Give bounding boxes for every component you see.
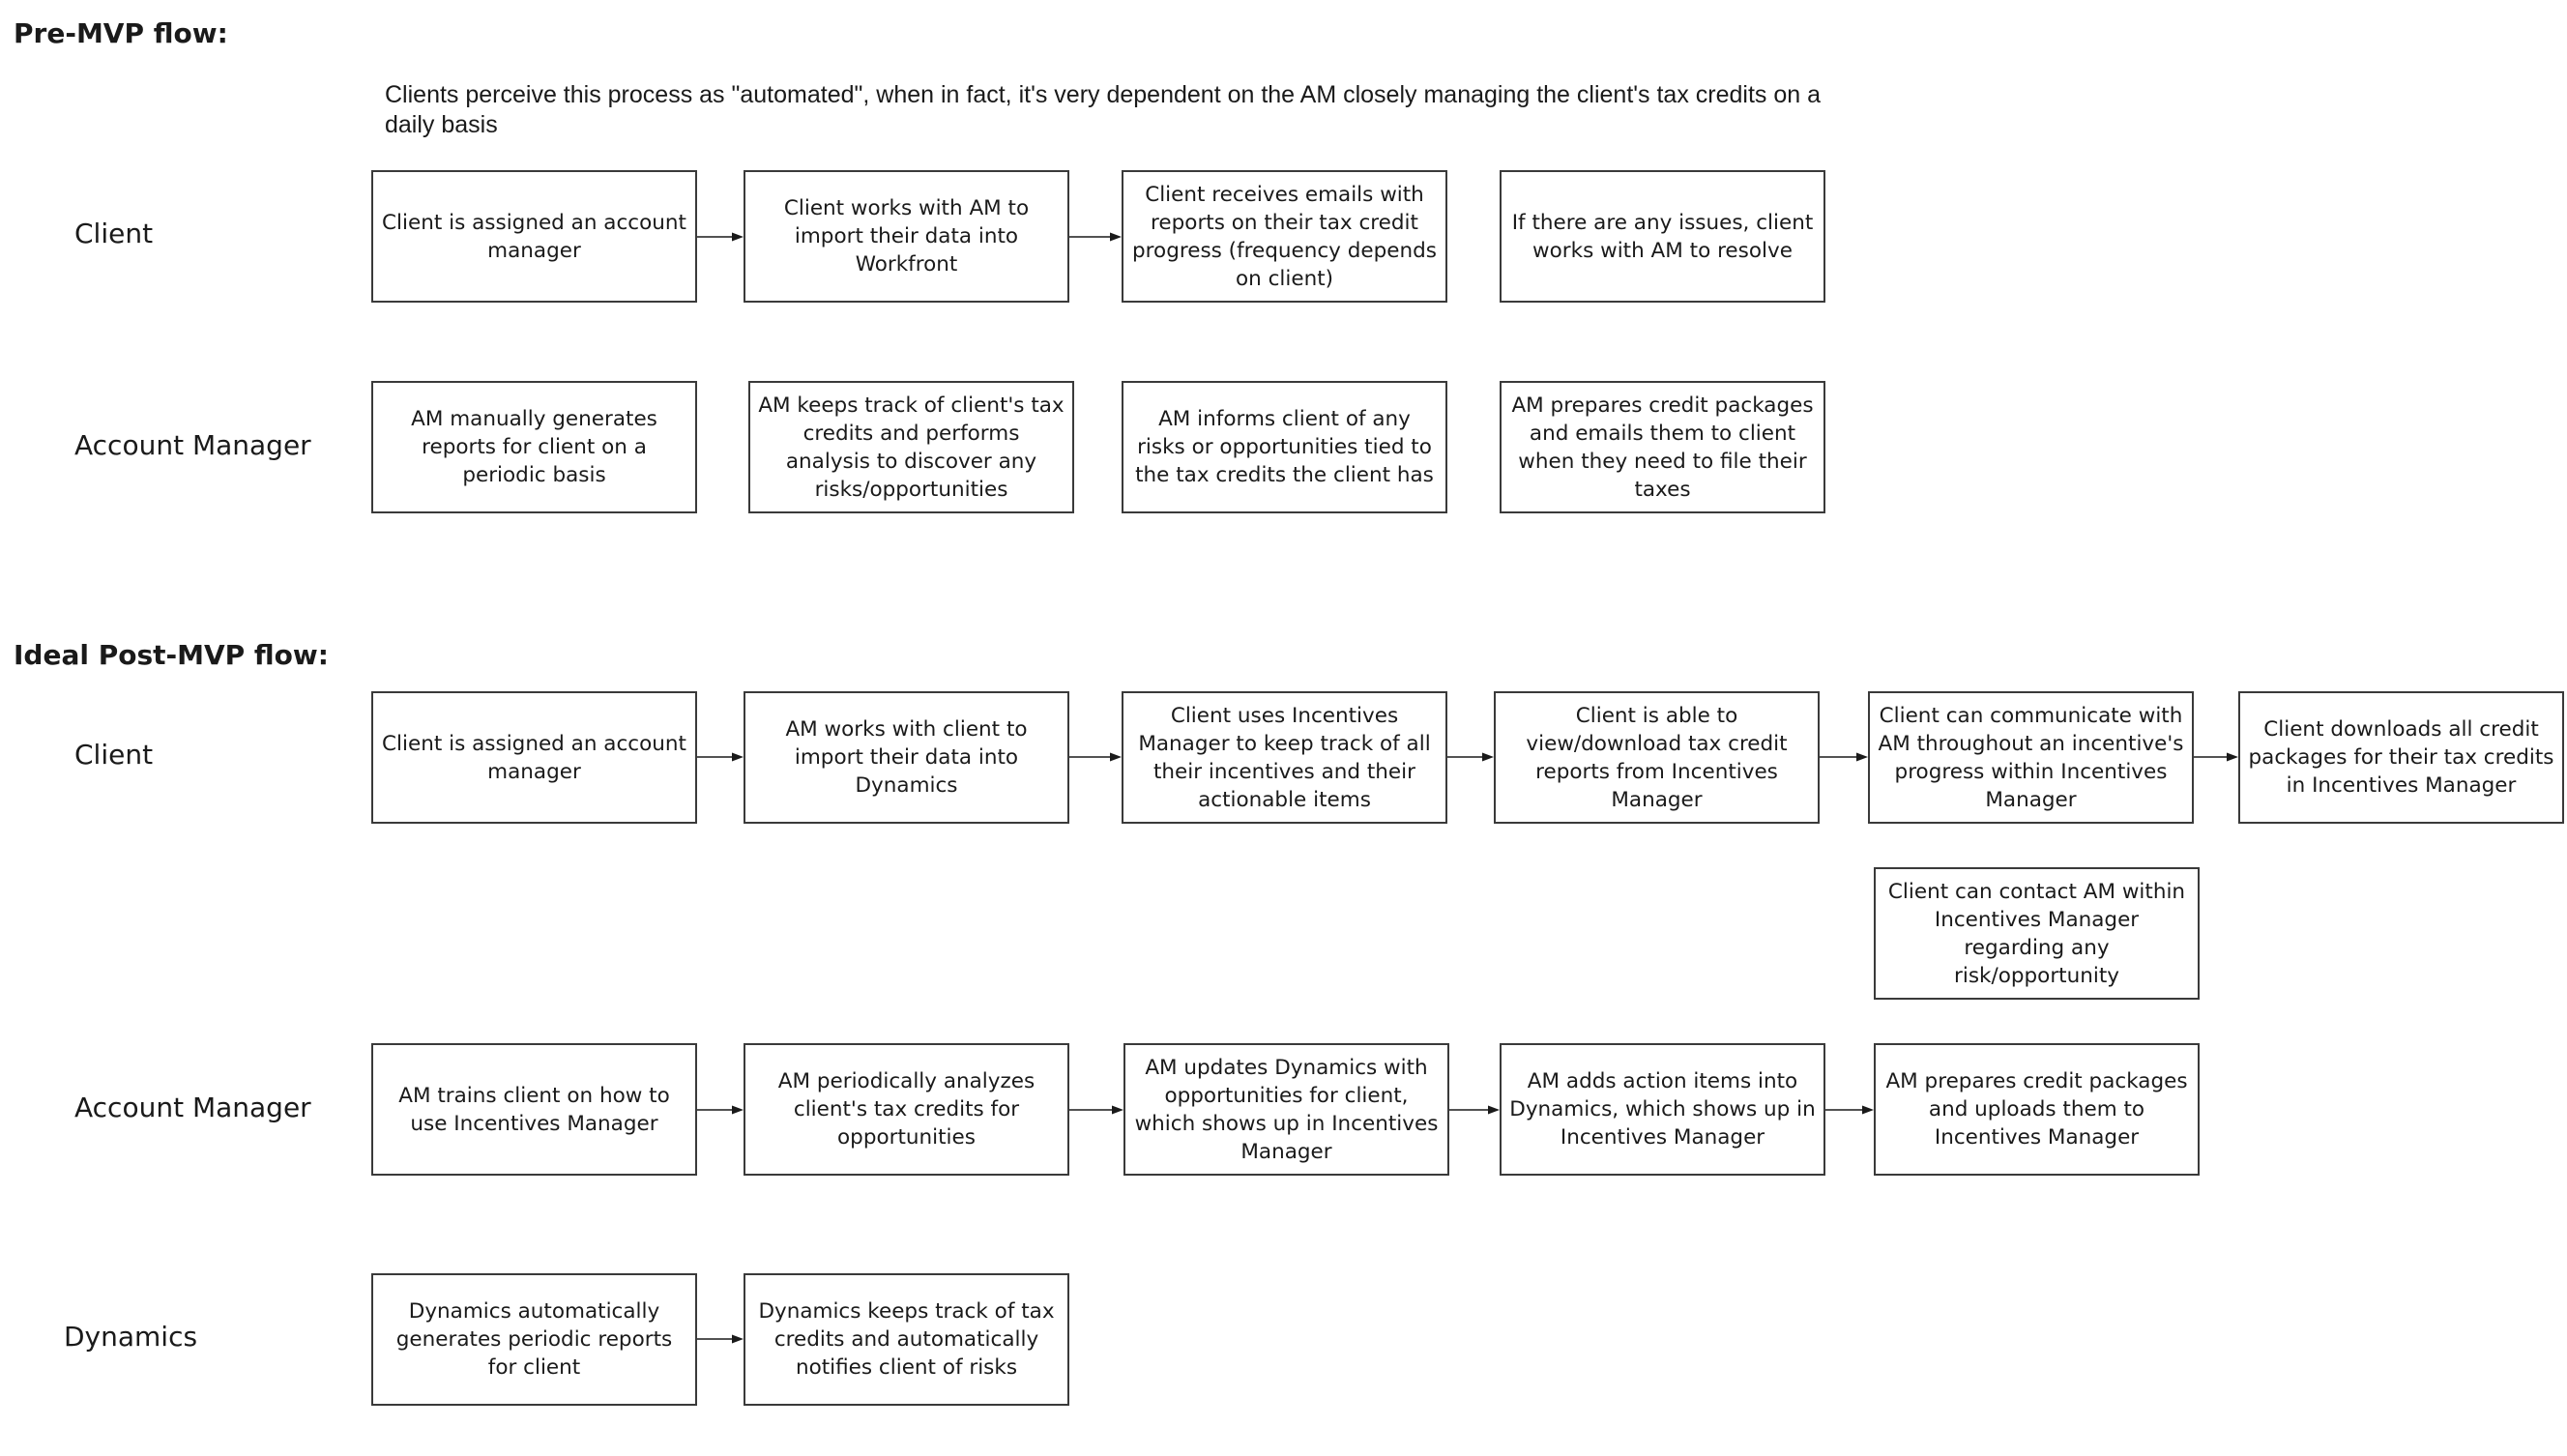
post-am-step-4: AM adds action items into Dynamics, which shows up in Incentives Manager: [1500, 1043, 1825, 1176]
pre-client-step-1: Client is assigned an account manager: [371, 170, 697, 303]
arrow-post-client-3-4: [1447, 753, 1494, 762]
post-lane-dynamics: Dynamics: [64, 1321, 198, 1353]
post-client-step-6: Client downloads all credit packages for their tax credits in Incentives Manager: [2238, 691, 2564, 824]
post-client-step-1: Client is assigned an account manager: [371, 691, 697, 824]
pre-client-step-3: Client receives emails with reports on their tax credit progress (frequency depends on client): [1122, 170, 1447, 303]
post-lane-client: Client: [74, 739, 154, 771]
pre-client-step-2: Client works with AM to import their data into Workfront: [744, 170, 1069, 303]
arrow-post-am-4-5: [1825, 1106, 1874, 1115]
arrow-post-client-2-3: [1069, 753, 1122, 762]
pre-mvp-note: Clients perceive this process as "automated", when in fact, it's very dependent on the AM closely managing the client's tax credits on a daily basis: [385, 81, 1822, 138]
pre-am-step-3: AM informs client of any risks or opportunities tied to the tax credits the client has: [1122, 381, 1447, 513]
arrow-post-am-3-4: [1449, 1106, 1500, 1115]
arrow-post-client-4-5: [1820, 753, 1868, 762]
pre-lane-account-manager: Account Manager: [74, 429, 311, 461]
arrow-pre-client-1-2: [697, 233, 744, 242]
arrow-post-dynamics-1-2: [697, 1335, 744, 1344]
arrow-pre-client-2-3: [1069, 233, 1122, 242]
pre-am-step-2: AM keeps track of client's tax credits and performs analysis to discover any risks/opportunities: [748, 381, 1074, 513]
arrow-post-am-2-3: [1069, 1106, 1123, 1115]
post-am-step-5: AM prepares credit packages and uploads them to Incentives Manager: [1874, 1043, 2200, 1176]
post-dynamics-step-2: Dynamics keeps track of tax credits and automatically notifies client of risks: [744, 1273, 1069, 1406]
post-client-step-5: Client can communicate with AM throughout an incentive's progress within Incentives Manager: [1868, 691, 2194, 824]
arrow-post-am-1-2: [697, 1106, 744, 1115]
pre-lane-client: Client: [74, 218, 154, 249]
post-client-contact-am: Client can contact AM within Incentives Manager regarding any risk/opportunity: [1874, 867, 2200, 1000]
pre-client-step-4: If there are any issues, client works with AM to resolve: [1500, 170, 1825, 303]
post-dynamics-step-1: Dynamics automatically generates periodic reports for client: [371, 1273, 697, 1406]
post-am-step-2: AM periodically analyzes client's tax credits for opportunities: [744, 1043, 1069, 1176]
post-am-step-1: AM trains client on how to use Incentives Manager: [371, 1043, 697, 1176]
post-client-step-3: Client uses Incentives Manager to keep track of all their incentives and their actionable items: [1122, 691, 1447, 824]
post-mvp-title: Ideal Post-MVP flow:: [14, 639, 329, 671]
post-lane-account-manager: Account Manager: [74, 1092, 311, 1123]
arrow-post-client-5-6: [2194, 753, 2238, 762]
pre-am-step-4: AM prepares credit packages and emails them to client when they need to file their taxes: [1500, 381, 1825, 513]
pre-am-step-1: AM manually generates reports for client on a periodic basis: [371, 381, 697, 513]
pre-mvp-title: Pre-MVP flow:: [14, 17, 228, 49]
post-client-step-4: Client is able to view/download tax credit reports from Incentives Manager: [1494, 691, 1820, 824]
post-client-step-2: AM works with client to import their data into Dynamics: [744, 691, 1069, 824]
post-am-step-3: AM updates Dynamics with opportunities for client, which shows up in Incentives Manager: [1123, 1043, 1449, 1176]
arrow-post-client-1-2: [697, 753, 744, 762]
